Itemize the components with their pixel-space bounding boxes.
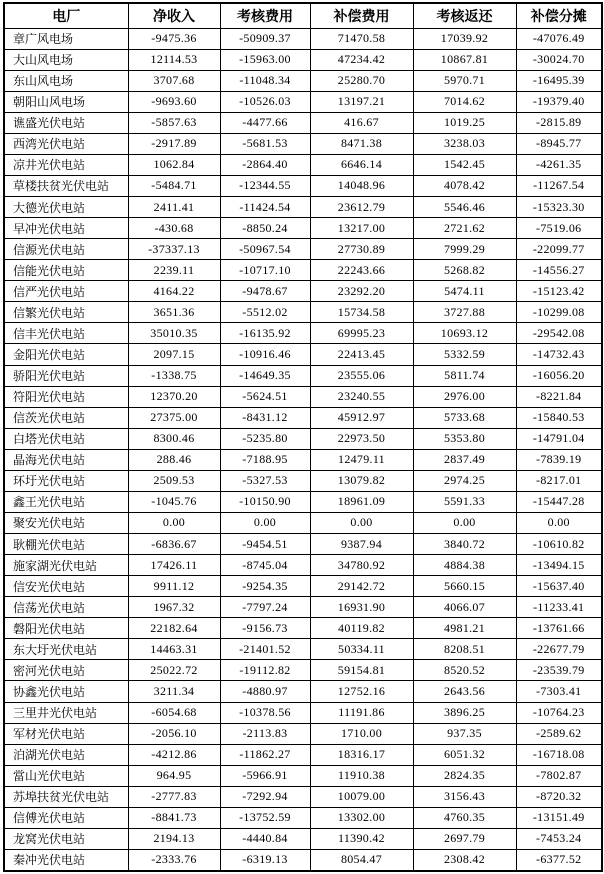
value-cell: 5660.15 xyxy=(413,576,516,597)
column-header-compensation-fee: 补偿费用 xyxy=(310,3,413,28)
value-cell: -6054.68 xyxy=(128,702,220,723)
value-cell: 1542.45 xyxy=(413,154,516,175)
value-cell: 3238.03 xyxy=(413,133,516,154)
column-header-net-income: 净收入 xyxy=(128,3,220,28)
column-header-plant: 电厂 xyxy=(4,3,128,28)
value-cell: 416.67 xyxy=(310,112,413,133)
value-cell: 22182.64 xyxy=(128,618,220,639)
table-row xyxy=(4,239,602,260)
value-cell: 12370.20 xyxy=(128,386,220,407)
value-cell: 2721.62 xyxy=(413,218,516,239)
plant-name-cell: 耿棚光伏电站 xyxy=(4,534,128,555)
value-cell: 10867.81 xyxy=(413,49,516,70)
value-cell: -10378.56 xyxy=(220,702,310,723)
value-cell: -15447.28 xyxy=(516,491,602,512)
value-cell: -12344.55 xyxy=(220,175,310,196)
value-cell: -13752.59 xyxy=(220,807,310,828)
plant-name-cell: 东山风电场 xyxy=(4,70,128,91)
value-cell: 0.00 xyxy=(310,512,413,533)
table-row xyxy=(4,344,602,365)
plant-name-cell: 龙窝光伏电站 xyxy=(4,828,128,849)
value-cell: 2697.79 xyxy=(413,828,516,849)
value-cell: 18961.09 xyxy=(310,491,413,512)
value-cell: -5624.51 xyxy=(220,386,310,407)
table-row xyxy=(4,323,602,344)
plant-name-cell: 三里井光伏电站 xyxy=(4,702,128,723)
value-cell: 9911.12 xyxy=(128,576,220,597)
value-cell: -15963.00 xyxy=(220,49,310,70)
value-cell: -7797.24 xyxy=(220,597,310,618)
plant-name-cell: 磐阳光伏电站 xyxy=(4,618,128,639)
table-row xyxy=(4,576,602,597)
value-cell: -11424.54 xyxy=(220,197,310,218)
value-cell: -14791.04 xyxy=(516,428,602,449)
value-cell: 7999.29 xyxy=(413,239,516,260)
value-cell: 4164.22 xyxy=(128,281,220,302)
value-cell: 2509.53 xyxy=(128,470,220,491)
value-cell: -8841.73 xyxy=(128,807,220,828)
value-cell: 27375.00 xyxy=(128,407,220,428)
table-row xyxy=(4,407,602,428)
table-row xyxy=(4,765,602,786)
value-cell: 34780.92 xyxy=(310,555,413,576)
plant-name-cell: 施家湖光伏电站 xyxy=(4,555,128,576)
value-cell: 7014.62 xyxy=(413,91,516,112)
value-cell: -22677.79 xyxy=(516,639,602,660)
value-cell: 5268.82 xyxy=(413,260,516,281)
value-cell: -5512.02 xyxy=(220,302,310,323)
plant-name-cell: 东大圩光伏电站 xyxy=(4,639,128,660)
value-cell: -10610.82 xyxy=(516,534,602,555)
value-cell: -430.68 xyxy=(128,218,220,239)
value-cell: 1062.84 xyxy=(128,154,220,175)
value-cell: -1045.76 xyxy=(128,491,220,512)
value-cell: 5733.68 xyxy=(413,407,516,428)
table-row xyxy=(4,175,602,196)
value-cell: 2824.35 xyxy=(413,765,516,786)
table-row xyxy=(4,302,602,323)
value-cell: 3727.88 xyxy=(413,302,516,323)
value-cell: -8221.84 xyxy=(516,386,602,407)
table-row xyxy=(4,849,602,871)
value-cell: -19379.40 xyxy=(516,91,602,112)
plant-name-cell: 信繁光伏电站 xyxy=(4,302,128,323)
value-cell: -7303.41 xyxy=(516,681,602,702)
value-cell: 2974.25 xyxy=(413,470,516,491)
value-cell: 8471.38 xyxy=(310,133,413,154)
value-cell: 8520.52 xyxy=(413,660,516,681)
value-cell: 11910.38 xyxy=(310,765,413,786)
table-row xyxy=(4,660,602,681)
plant-name-cell: 信安光伏电站 xyxy=(4,576,128,597)
table-row xyxy=(4,49,602,70)
table-row xyxy=(4,639,602,660)
value-cell: -7839.19 xyxy=(516,449,602,470)
value-cell: -4212.86 xyxy=(128,744,220,765)
plant-name-cell: 信荡光伏电站 xyxy=(4,597,128,618)
value-cell: 17426.11 xyxy=(128,555,220,576)
plant-name-cell: 环圩光伏电站 xyxy=(4,470,128,491)
value-cell: -9254.35 xyxy=(220,576,310,597)
table-row xyxy=(4,70,602,91)
value-cell: -2589.62 xyxy=(516,723,602,744)
value-cell: 3707.68 xyxy=(128,70,220,91)
value-cell: 1019.25 xyxy=(413,112,516,133)
value-cell: 12114.53 xyxy=(128,49,220,70)
column-header-assessment-fee: 考核费用 xyxy=(220,3,310,28)
value-cell: 4981.21 xyxy=(413,618,516,639)
value-cell: 937.35 xyxy=(413,723,516,744)
value-cell: 59154.81 xyxy=(310,660,413,681)
table-row xyxy=(4,386,602,407)
column-header-compensation-share: 补偿分摊 xyxy=(516,3,602,28)
value-cell: 5353.80 xyxy=(413,428,516,449)
value-cell: -5966.91 xyxy=(220,765,310,786)
value-cell: 8054.47 xyxy=(310,849,413,871)
value-cell: 13302.00 xyxy=(310,807,413,828)
value-cell: 14463.31 xyxy=(128,639,220,660)
value-cell: -4477.66 xyxy=(220,112,310,133)
value-cell: -8945.77 xyxy=(516,133,602,154)
value-cell: -16718.08 xyxy=(516,744,602,765)
value-cell: -50967.54 xyxy=(220,239,310,260)
value-cell: -16495.39 xyxy=(516,70,602,91)
power-plant-settlement-table xyxy=(3,2,603,872)
table-row xyxy=(4,365,602,386)
value-cell: 11191.86 xyxy=(310,702,413,723)
table-row xyxy=(4,218,602,239)
value-cell: -7802.87 xyxy=(516,765,602,786)
value-cell: -9478.67 xyxy=(220,281,310,302)
value-cell: 1967.32 xyxy=(128,597,220,618)
plant-name-cell: 鑫王光伏电站 xyxy=(4,491,128,512)
plant-name-cell: 章广风电场 xyxy=(4,28,128,49)
value-cell: -7188.95 xyxy=(220,449,310,470)
value-cell: 29142.72 xyxy=(310,576,413,597)
value-cell: 8300.46 xyxy=(128,428,220,449)
value-cell: 14048.96 xyxy=(310,175,413,196)
table-row xyxy=(4,91,602,112)
plant-name-cell: 苏埠扶贫光伏电站 xyxy=(4,786,128,807)
value-cell: -29542.08 xyxy=(516,323,602,344)
value-cell: -11048.34 xyxy=(220,70,310,91)
value-cell: -10299.08 xyxy=(516,302,602,323)
value-cell: 5474.11 xyxy=(413,281,516,302)
table-row xyxy=(4,702,602,723)
table-row xyxy=(4,744,602,765)
value-cell: 3156.43 xyxy=(413,786,516,807)
value-cell: -30024.70 xyxy=(516,49,602,70)
value-cell: -7292.94 xyxy=(220,786,310,807)
plant-name-cell: 符阳光伏电站 xyxy=(4,386,128,407)
plant-name-cell: 晶海光伏电站 xyxy=(4,449,128,470)
value-cell: 23555.06 xyxy=(310,365,413,386)
value-cell: 2097.15 xyxy=(128,344,220,365)
value-cell: 2976.00 xyxy=(413,386,516,407)
value-cell: 23240.55 xyxy=(310,386,413,407)
value-cell: 13217.00 xyxy=(310,218,413,239)
value-cell: 0.00 xyxy=(128,512,220,533)
value-cell: 5332.59 xyxy=(413,344,516,365)
value-cell: -8720.32 xyxy=(516,786,602,807)
plant-name-cell: 草楼扶贫光伏电站 xyxy=(4,175,128,196)
plant-name-cell: 秦冲光伏电站 xyxy=(4,849,128,871)
table-row xyxy=(4,260,602,281)
value-cell: -5681.53 xyxy=(220,133,310,154)
value-cell: 16931.90 xyxy=(310,597,413,618)
value-cell: 4760.35 xyxy=(413,807,516,828)
value-cell: -14649.35 xyxy=(220,365,310,386)
value-cell: -8850.24 xyxy=(220,218,310,239)
value-cell: 6646.14 xyxy=(310,154,413,175)
plant-name-cell: 金阳光伏电站 xyxy=(4,344,128,365)
value-cell: -6836.67 xyxy=(128,534,220,555)
plant-name-cell: 白塔光伏电站 xyxy=(4,428,128,449)
value-cell: 5811.74 xyxy=(413,365,516,386)
plant-name-cell: 信茨光伏电站 xyxy=(4,407,128,428)
table-row xyxy=(4,597,602,618)
value-cell: -22099.77 xyxy=(516,239,602,260)
value-cell: 0.00 xyxy=(516,512,602,533)
plant-name-cell: 凉井光伏电站 xyxy=(4,154,128,175)
plant-name-cell: 西湾光伏电站 xyxy=(4,133,128,154)
table-row xyxy=(4,281,602,302)
table-row xyxy=(4,512,602,533)
value-cell: -14732.43 xyxy=(516,344,602,365)
value-cell: 18316.17 xyxy=(310,744,413,765)
value-cell: 22243.66 xyxy=(310,260,413,281)
value-cell: -9693.60 xyxy=(128,91,220,112)
table-row xyxy=(4,786,602,807)
value-cell: 0.00 xyxy=(413,512,516,533)
value-cell: -5857.63 xyxy=(128,112,220,133)
value-cell: -13151.49 xyxy=(516,807,602,828)
value-cell: 10693.12 xyxy=(413,323,516,344)
plant-name-cell: 聚安光伏电站 xyxy=(4,512,128,533)
value-cell: 4078.42 xyxy=(413,175,516,196)
value-cell: 2194.13 xyxy=(128,828,220,849)
value-cell: 25022.72 xyxy=(128,660,220,681)
value-cell: 2411.41 xyxy=(128,197,220,218)
value-cell: 45912.97 xyxy=(310,407,413,428)
value-cell: 13197.21 xyxy=(310,91,413,112)
value-cell: 964.95 xyxy=(128,765,220,786)
table-row xyxy=(4,555,602,576)
value-cell: 12479.11 xyxy=(310,449,413,470)
value-cell: -15840.53 xyxy=(516,407,602,428)
value-cell: -10150.90 xyxy=(220,491,310,512)
value-cell: -5484.71 xyxy=(128,175,220,196)
value-cell: -10717.10 xyxy=(220,260,310,281)
value-cell: -16135.92 xyxy=(220,323,310,344)
table-row xyxy=(4,723,602,744)
value-cell: 12752.16 xyxy=(310,681,413,702)
value-cell: 9387.94 xyxy=(310,534,413,555)
value-cell: 13079.82 xyxy=(310,470,413,491)
value-cell: -6319.13 xyxy=(220,849,310,871)
plant-name-cell: 信能光伏电站 xyxy=(4,260,128,281)
value-cell: -21401.52 xyxy=(220,639,310,660)
value-cell: 50334.11 xyxy=(310,639,413,660)
value-cell: 4066.07 xyxy=(413,597,516,618)
value-cell: 27730.89 xyxy=(310,239,413,260)
value-cell: -10916.46 xyxy=(220,344,310,365)
column-header-assessment-refund: 考核返还 xyxy=(413,3,516,28)
value-cell: 71470.58 xyxy=(310,28,413,49)
value-cell: -2864.40 xyxy=(220,154,310,175)
value-cell: 5546.46 xyxy=(413,197,516,218)
table-row xyxy=(4,491,602,512)
table-body xyxy=(4,28,602,871)
value-cell: 1710.00 xyxy=(310,723,413,744)
table-row xyxy=(4,112,602,133)
value-cell: 5970.71 xyxy=(413,70,516,91)
value-cell: 15734.58 xyxy=(310,302,413,323)
value-cell: 69995.23 xyxy=(310,323,413,344)
value-cell: -11267.54 xyxy=(516,175,602,196)
value-cell: 40119.82 xyxy=(310,618,413,639)
table-row xyxy=(4,449,602,470)
plant-name-cell: 信严光伏电站 xyxy=(4,281,128,302)
value-cell: 0.00 xyxy=(220,512,310,533)
value-cell: -8431.12 xyxy=(220,407,310,428)
value-cell: -7519.06 xyxy=(516,218,602,239)
value-cell: -2917.89 xyxy=(128,133,220,154)
value-cell: -2777.83 xyxy=(128,786,220,807)
value-cell: 17039.92 xyxy=(413,28,516,49)
header-row xyxy=(4,3,602,28)
value-cell: 2308.42 xyxy=(413,849,516,871)
value-cell: -19112.82 xyxy=(220,660,310,681)
value-cell: 3840.72 xyxy=(413,534,516,555)
value-cell: -23539.79 xyxy=(516,660,602,681)
value-cell: -1338.75 xyxy=(128,365,220,386)
value-cell: 23292.20 xyxy=(310,281,413,302)
value-cell: -13761.66 xyxy=(516,618,602,639)
value-cell: -47076.49 xyxy=(516,28,602,49)
value-cell: 4884.38 xyxy=(413,555,516,576)
table-row xyxy=(4,428,602,449)
value-cell: -11862.27 xyxy=(220,744,310,765)
value-cell: -8217.01 xyxy=(516,470,602,491)
value-cell: 35010.35 xyxy=(128,323,220,344)
value-cell: 22973.50 xyxy=(310,428,413,449)
plant-name-cell: 骄阳光伏电站 xyxy=(4,365,128,386)
plant-name-cell: 信源光伏电站 xyxy=(4,239,128,260)
table-row xyxy=(4,154,602,175)
plant-name-cell: 信丰光伏电站 xyxy=(4,323,128,344)
table-row xyxy=(4,534,602,555)
plant-name-cell: 信傅光伏电站 xyxy=(4,807,128,828)
value-cell: -13494.15 xyxy=(516,555,602,576)
plant-name-cell: 當山光伏电站 xyxy=(4,765,128,786)
plant-name-cell: 密河光伏电站 xyxy=(4,660,128,681)
value-cell: 25280.70 xyxy=(310,70,413,91)
table-row xyxy=(4,470,602,491)
value-cell: -2056.10 xyxy=(128,723,220,744)
value-cell: -7453.24 xyxy=(516,828,602,849)
value-cell: -5327.53 xyxy=(220,470,310,491)
value-cell: 2643.56 xyxy=(413,681,516,702)
value-cell: -10764.23 xyxy=(516,702,602,723)
value-cell: -9475.36 xyxy=(128,28,220,49)
table-row xyxy=(4,807,602,828)
table-row xyxy=(4,133,602,154)
value-cell: 23612.79 xyxy=(310,197,413,218)
value-cell: -15123.42 xyxy=(516,281,602,302)
value-cell: -4880.97 xyxy=(220,681,310,702)
value-cell: -9156.73 xyxy=(220,618,310,639)
value-cell: -2815.89 xyxy=(516,112,602,133)
value-cell: 2837.49 xyxy=(413,449,516,470)
value-cell: 10079.00 xyxy=(310,786,413,807)
value-cell: -14556.27 xyxy=(516,260,602,281)
plant-name-cell: 早冲光伏电站 xyxy=(4,218,128,239)
table-row xyxy=(4,681,602,702)
value-cell: 8208.51 xyxy=(413,639,516,660)
value-cell: -37337.13 xyxy=(128,239,220,260)
value-cell: 3211.34 xyxy=(128,681,220,702)
value-cell: 6051.32 xyxy=(413,744,516,765)
value-cell: -50909.37 xyxy=(220,28,310,49)
table-row xyxy=(4,197,602,218)
value-cell: -9454.51 xyxy=(220,534,310,555)
value-cell: 47234.42 xyxy=(310,49,413,70)
value-cell: -8745.04 xyxy=(220,555,310,576)
value-cell: 5591.33 xyxy=(413,491,516,512)
plant-name-cell: 谯盛光伏电站 xyxy=(4,112,128,133)
table-row xyxy=(4,28,602,49)
plant-name-cell: 协鑫光伏电站 xyxy=(4,681,128,702)
value-cell: 22413.45 xyxy=(310,344,413,365)
value-cell: -4440.84 xyxy=(220,828,310,849)
value-cell: 3896.25 xyxy=(413,702,516,723)
plant-name-cell: 朝阳山风电场 xyxy=(4,91,128,112)
value-cell: -16056.20 xyxy=(516,365,602,386)
plant-name-cell: 泊湖光伏电站 xyxy=(4,744,128,765)
value-cell: -11233.41 xyxy=(516,597,602,618)
value-cell: 288.46 xyxy=(128,449,220,470)
value-cell: -15323.30 xyxy=(516,197,602,218)
value-cell: -10526.03 xyxy=(220,91,310,112)
plant-name-cell: 大德光伏电站 xyxy=(4,197,128,218)
plant-name-cell: 军材光伏电站 xyxy=(4,723,128,744)
value-cell: -5235.80 xyxy=(220,428,310,449)
value-cell: 3651.36 xyxy=(128,302,220,323)
table-row xyxy=(4,828,602,849)
value-cell: 2239.11 xyxy=(128,260,220,281)
value-cell: -2113.83 xyxy=(220,723,310,744)
value-cell: -4261.35 xyxy=(516,154,602,175)
value-cell: -15637.40 xyxy=(516,576,602,597)
value-cell: 11390.42 xyxy=(310,828,413,849)
value-cell: -2333.76 xyxy=(128,849,220,871)
plant-name-cell: 大山风电场 xyxy=(4,49,128,70)
value-cell: -6377.52 xyxy=(516,849,602,871)
table-row xyxy=(4,618,602,639)
